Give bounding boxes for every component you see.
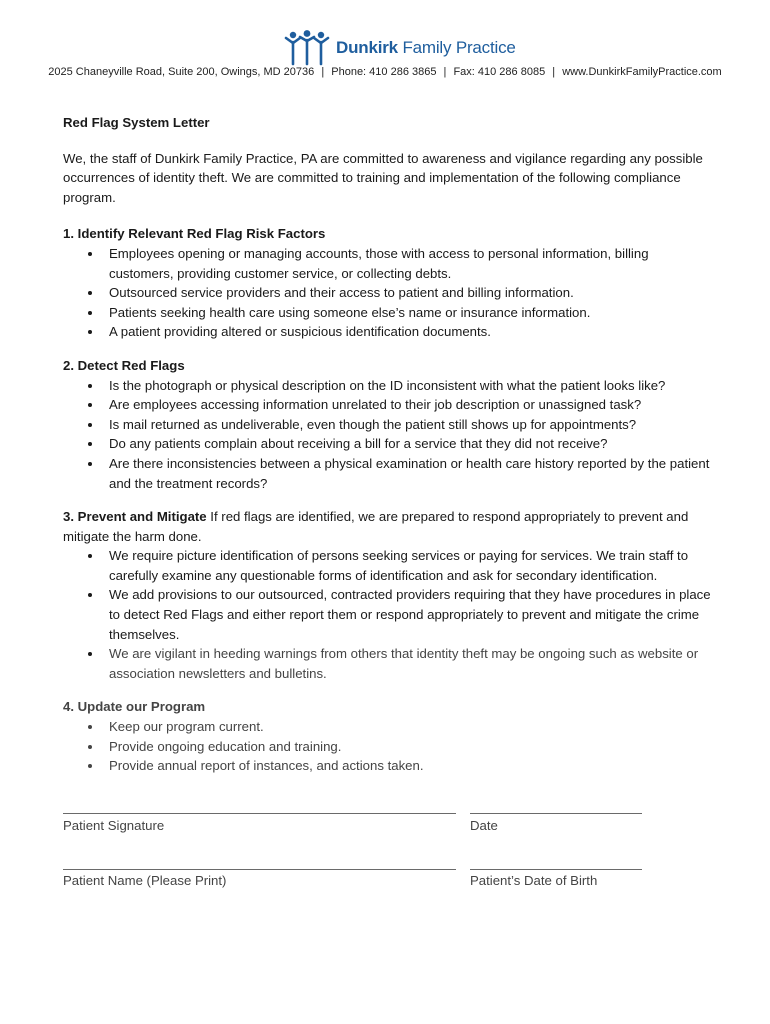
brand-name-bold: Dunkirk bbox=[336, 38, 398, 57]
address: 2025 Chaneyville Road, Suite 200, Owings, MD 20736 bbox=[48, 66, 315, 78]
separator: | bbox=[321, 66, 325, 78]
bullet-list bbox=[63, 244, 713, 342]
list-item: Do any patients complain about receiving a bill for a service that they did not receive? bbox=[109, 434, 713, 454]
patient-name-label: Patient Name (Please Print) bbox=[63, 873, 227, 888]
people-logo-icon bbox=[284, 30, 330, 66]
brand-name-rest: Family Practice bbox=[402, 38, 516, 57]
separator: | bbox=[552, 66, 556, 78]
section-text: If red flags are identified, we are prepared to respond appropriately to prevent and mitigate the harm done. bbox=[63, 509, 689, 544]
fax: Fax: 410 286 8085 bbox=[453, 66, 546, 78]
section-heading: 3. Prevent and Mitigate bbox=[63, 509, 207, 525]
signature-line[interactable] bbox=[63, 813, 456, 814]
date-label: Date bbox=[470, 818, 498, 833]
brand-name bbox=[336, 38, 516, 58]
name-line[interactable] bbox=[63, 869, 456, 870]
section-paragraph bbox=[63, 507, 713, 546]
list-item: Are there inconsistencies between a physical examination or health care history reported by the patient and the treatment records? bbox=[109, 454, 713, 493]
date-line[interactable] bbox=[470, 813, 642, 814]
bullet-list bbox=[63, 546, 713, 683]
bullet-list bbox=[63, 376, 713, 494]
list-item: Is mail returned as undeliverable, even though the patient still shows up for appointments? bbox=[109, 415, 713, 435]
separator: | bbox=[443, 66, 447, 78]
list-item: Outsourced service providers and their access to patient and billing information. bbox=[109, 283, 713, 303]
intro-paragraph: We, the staff of Dunkirk Family Practice, PA are committed to awareness and vigilance regarding any possible occurrences of identity theft. We are committed to training and implementation of the following compliance program. bbox=[63, 150, 703, 205]
list-item: Keep our program current. bbox=[109, 717, 713, 737]
section-heading: 2. Detect Red Flags bbox=[63, 357, 185, 373]
practice-logo bbox=[284, 28, 516, 68]
list-item: Patients seeking health care using someone else’s name or insurance information. bbox=[109, 303, 713, 323]
list-item: Is the photograph or physical description on the ID inconsistent with what the patient looks like? bbox=[109, 376, 713, 396]
letter-body bbox=[63, 113, 713, 790]
website: www.DunkirkFamilyPractice.com bbox=[562, 66, 722, 78]
section-heading: 1. Identify Relevant Red Flag Risk Factors bbox=[63, 226, 326, 242]
bullet-list bbox=[63, 717, 713, 776]
list-item: We require picture identification of persons seeking services or paying for services. We train staff to carefully examine any questionable forms of identification and ask for secondary identification. bbox=[109, 546, 713, 585]
list-item: We add provisions to our outsourced, contracted providers requiring that they have procedures in place to detect Red Flags and either report them or respond appropriately to prevent and mitigate the crime themselves. bbox=[109, 585, 713, 644]
phone: Phone: 410 286 3865 bbox=[331, 66, 437, 78]
list-item: Provide ongoing education and training. bbox=[109, 737, 713, 757]
letter-title: Red Flag System Letter bbox=[63, 115, 210, 130]
contact-line bbox=[0, 66, 770, 78]
list-item: Provide annual report of instances, and actions taken. bbox=[109, 756, 713, 776]
section-heading: 4. Update our Program bbox=[63, 699, 206, 715]
dob-line[interactable] bbox=[470, 869, 642, 870]
list-item: Are employees accessing information unrelated to their job description or unassigned task? bbox=[109, 395, 713, 415]
date-of-birth-label: Patient’s Date of Birth bbox=[470, 873, 598, 888]
patient-signature-label: Patient Signature bbox=[63, 818, 165, 833]
list-item: A patient providing altered or suspicious identification documents. bbox=[109, 322, 713, 342]
list-item: We are vigilant in heeding warnings from others that identity theft may be ongoing such as website or association newsletters and bulletins. bbox=[109, 644, 713, 683]
list-item: Employees opening or managing accounts, those with access to personal information, billing customers, providing customer service, or collecting debts. bbox=[109, 244, 713, 283]
